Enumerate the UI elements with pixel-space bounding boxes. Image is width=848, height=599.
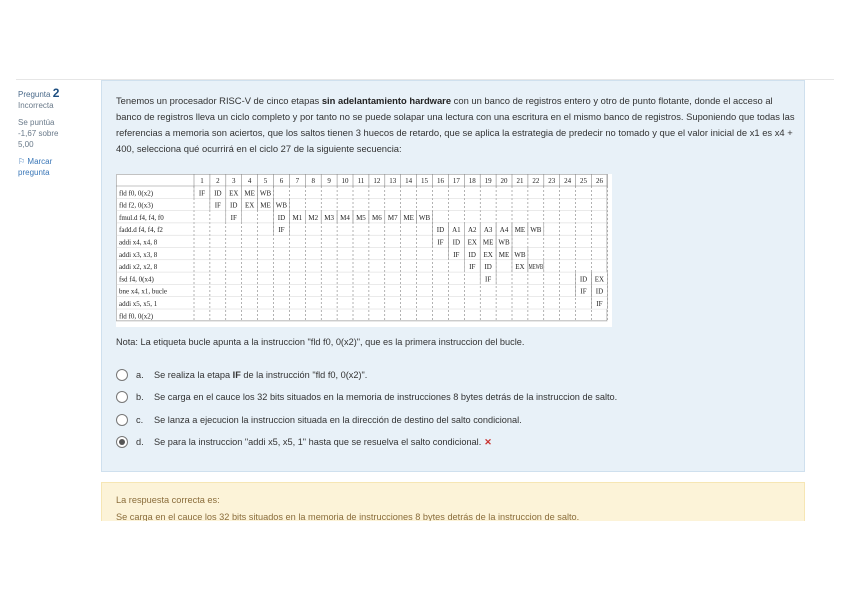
flag-question-link[interactable] [18, 156, 86, 178]
instruction-label: fmul.d f4, f4, f0 [119, 213, 164, 222]
stage-cell: M1 [292, 213, 303, 222]
stage-cell: ID [452, 238, 461, 247]
option-c-letter: c. [136, 415, 144, 425]
stage-cell: ME [260, 201, 271, 210]
flag-label-1: Marcar [27, 157, 53, 166]
correct-answer-text: Se carga en el cauce los 32 bits situados en la memoria de instrucciones 8 bytes detrás de la instruccion de salto. [116, 512, 580, 521]
cycle-header: 25 [580, 177, 588, 185]
instruction-label: fld f0, 0(x2) [119, 312, 154, 321]
stage-cell: EX [483, 250, 493, 259]
stage-cell: ME [244, 189, 255, 198]
stage-cell: A3 [483, 226, 493, 235]
stage-cell: IF [437, 238, 444, 247]
option-b[interactable] [116, 390, 617, 404]
option-b-letter: b. [136, 392, 144, 402]
stage-cell: WB [514, 250, 526, 259]
instruction-label: fadd.d f4, f4, f2 [119, 226, 163, 235]
option-b-text: Se carga en el cauce los 32 bits situados en la memoria de instrucciones 8 bytes detrás de la instruccion de salto. [154, 392, 618, 402]
cycle-header: 26 [595, 177, 603, 185]
stage-cell: ID [230, 201, 238, 210]
cycle-header: 6 [279, 177, 284, 185]
pipeline-table [116, 174, 612, 327]
stage-cell: ID [214, 189, 222, 198]
cycle-header: 7 [295, 177, 300, 185]
incorrect-icon: ✕ [484, 437, 492, 447]
stage-cell: ME [514, 226, 526, 235]
stage-cell: EX [594, 275, 605, 284]
option-d-text: Se para la instruccion "addi x5, x5, 1" hasta que se resuelva el salto condicional. [154, 437, 482, 447]
cycle-header: 18 [468, 177, 476, 185]
cycle-header: 21 [516, 177, 524, 185]
instruction-label: addi x2, x2, 8 [119, 263, 158, 272]
flag-label-2: pregunta [18, 168, 50, 177]
cycle-header: 13 [389, 177, 397, 185]
stage-cell: MEWB [528, 263, 544, 272]
question-status: Incorrecta [18, 101, 54, 110]
cycle-header: 4 [247, 177, 252, 185]
instruction-label: addi x3, x3, 8 [119, 250, 158, 259]
radio-option-c[interactable] [116, 414, 128, 426]
stage-cell: ID [277, 213, 286, 222]
stage-cell: EX [229, 189, 239, 198]
question-label: Pregunta [18, 90, 51, 99]
question-info [18, 88, 86, 178]
cycle-header: 14 [405, 177, 413, 185]
instruction-label: fld f2, 0(x3) [119, 201, 154, 210]
instruction-label: addi x4, x4, 8 [119, 238, 158, 247]
radio-option-d[interactable] [116, 436, 128, 448]
stage-cell: M3 [324, 213, 335, 222]
stage-cell: WB [418, 213, 431, 222]
question-page [16, 79, 834, 521]
question-box [101, 80, 805, 472]
radio-option-b[interactable] [116, 391, 128, 403]
cycle-header: 2 [216, 177, 220, 185]
cycle-header: 5 [263, 177, 268, 185]
stage-cell: A2 [467, 226, 477, 235]
cycle-header: 8 [311, 177, 315, 185]
instruction-label: fsd f4, 0(x4) [119, 275, 154, 284]
stage-cell: M7 [387, 213, 398, 222]
cycle-header: 20 [500, 177, 508, 185]
cycle-header: 19 [484, 177, 492, 185]
correct-answer-box [101, 482, 805, 521]
stage-cell: WB [259, 189, 272, 198]
option-a-letter: a. [136, 370, 144, 380]
cycle-header: 1 [200, 177, 204, 185]
question-text [116, 93, 796, 157]
stage-cell: IF [230, 213, 237, 222]
cycle-header: 11 [357, 177, 365, 185]
instruction-label: bne x4, x1, bucle [119, 287, 168, 296]
stage-cell: IF [198, 189, 206, 198]
question-number: 2 [52, 86, 60, 100]
stage-cell: IF [469, 263, 476, 272]
stage-cell: IF [485, 275, 492, 284]
grade-line-3: 5,00 [18, 140, 34, 149]
stage-cell: A1 [452, 226, 461, 235]
radio-option-a[interactable] [116, 369, 128, 381]
stage-cell: A4 [499, 226, 509, 235]
cycle-header: 15 [421, 177, 429, 185]
stage-cell: ME [482, 238, 494, 247]
question-text-start: Tenemos un procesador RISC-V de cinco etapas [116, 95, 322, 106]
stage-cell: ID [436, 226, 445, 235]
stage-cell: IF [596, 300, 603, 308]
instruction-label: fld f0, 0(x2) [119, 189, 154, 198]
stage-cell: IF [278, 226, 285, 235]
grade-line-1: Se puntúa [18, 118, 55, 127]
stage-cell: M2 [308, 213, 319, 222]
stage-cell: ID [579, 275, 588, 284]
option-a-text-end: de la instrucción "fld f0, 0(x2)". [240, 370, 368, 380]
stage-cell: WB [498, 238, 510, 247]
cycle-header: 23 [548, 177, 556, 185]
stage-cell: IF [580, 287, 587, 296]
stage-cell: ME [403, 213, 414, 222]
stage-cell: WB [275, 201, 288, 210]
correct-answer-title: La respuesta correcta es: [116, 495, 220, 505]
cycle-header: 17 [452, 177, 460, 185]
stage-cell: EX [515, 263, 525, 272]
stage-cell: M5 [356, 213, 366, 222]
option-d[interactable] [116, 435, 492, 449]
grade-line-2: -1,67 sobre [18, 129, 59, 138]
stage-cell: M4 [340, 213, 350, 222]
stage-cell: IF [453, 250, 460, 259]
question-text-end: con un banco de registros entero y otro de punto flotante, donde el acceso al banco de registros lleva un ciclo completo y por tanto no se puede solapar una lectura con una escritura en el mismo banco de registros. Suponiendo que todas las referencias a memoria son aciertos, que los saltos tienen 3 huecos de retardo, que se aplica la estrategia de predecir no tomado y que el valor inicial de x1 es x4 + 400, selecciona qué ocurrirá en el ciclo 27 de la siguiente secuencia: [116, 95, 795, 154]
stage-cell: WB [530, 226, 542, 235]
flag-icon: ⚐ [18, 157, 26, 166]
option-c[interactable] [116, 413, 522, 427]
cycle-header: 10 [341, 177, 349, 185]
question-note: Nota: La etiqueta bucle apunta a la instruccion "fld f0, 0(x2)", que es la primera instruccion del bucle. [116, 337, 525, 347]
stage-cell: ID [468, 250, 476, 259]
option-d-letter: d. [136, 437, 144, 447]
stage-cell: IF [214, 201, 221, 210]
option-c-text: Se lanza a ejecucion la instruccion situada en la dirección de destino del salto condicional. [154, 415, 522, 425]
option-a-text-start: Se realiza la etapa [154, 370, 233, 380]
question-text-bold: sin adelantamiento hardware [321, 95, 452, 106]
stage-cell: ID [484, 263, 492, 272]
option-a-text-bold: IF [232, 370, 241, 380]
cycle-header: 22 [532, 177, 540, 185]
stage-cell: ME [498, 250, 510, 259]
cycle-header: 24 [564, 177, 572, 185]
cycle-header: 16 [436, 177, 444, 185]
cycle-header: 3 [232, 177, 236, 185]
instruction-label: addi x5, x5, 1 [119, 300, 158, 308]
stage-cell: M6 [371, 213, 382, 222]
stage-cell: EX [467, 238, 477, 247]
stage-cell: ID [595, 287, 604, 296]
cycle-header: 12 [373, 177, 381, 185]
stage-cell: EX [244, 201, 255, 210]
option-a[interactable] [116, 368, 367, 382]
cycle-header: 9 [327, 177, 331, 185]
